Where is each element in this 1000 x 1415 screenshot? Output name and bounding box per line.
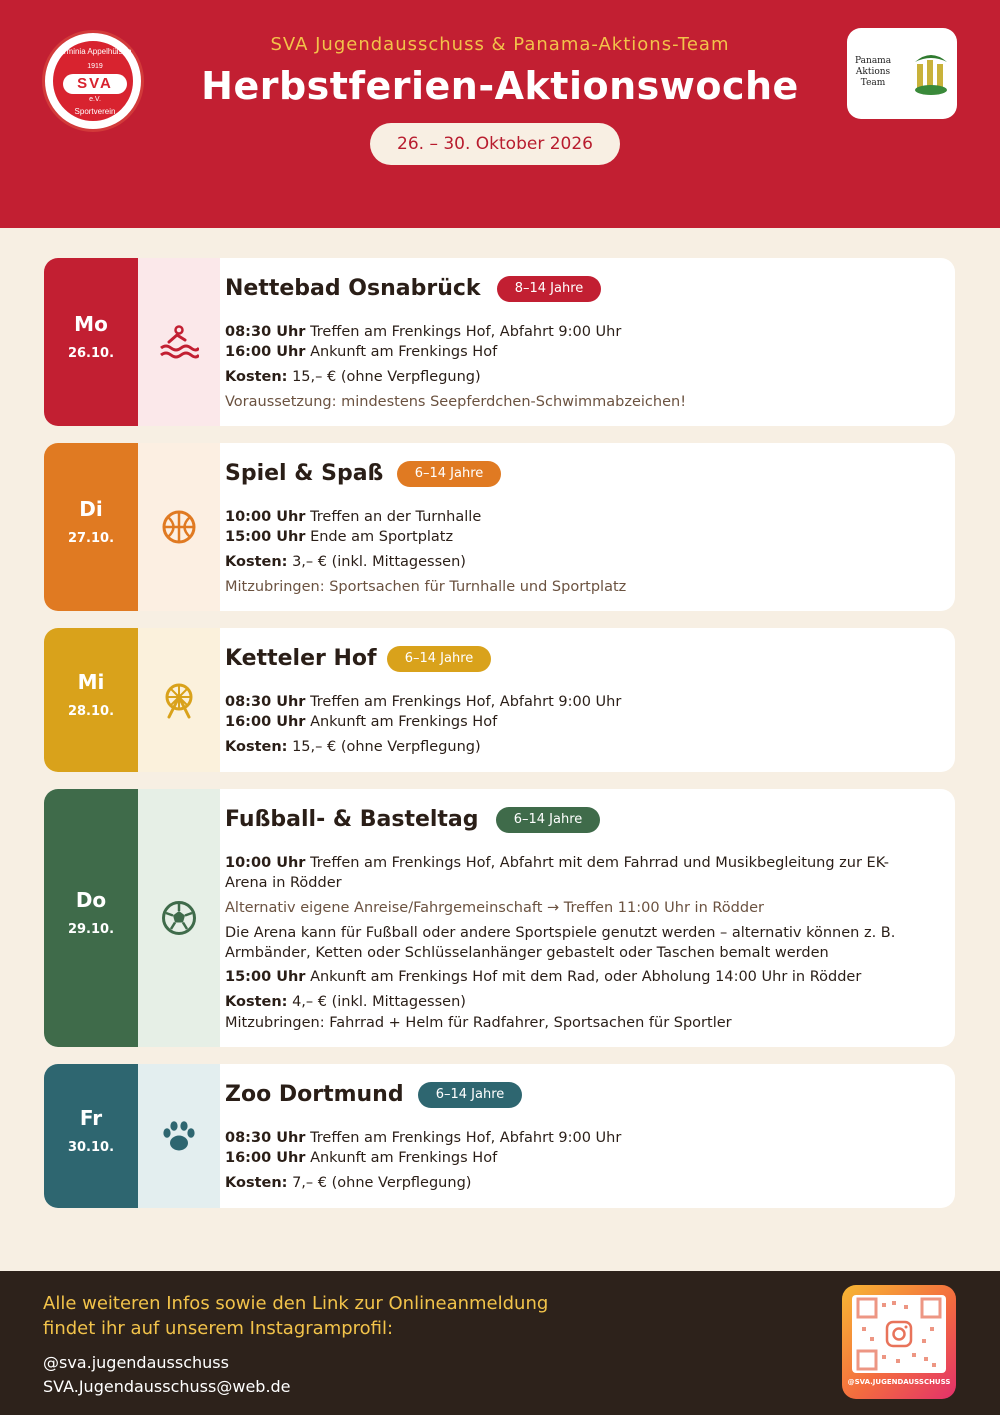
day-content xyxy=(225,443,945,611)
event-detail-line xyxy=(225,552,466,572)
logo-arc-bottom-text: Sportverein xyxy=(74,107,116,116)
instagram-qr-code[interactable] xyxy=(842,1285,956,1399)
event-detail-line xyxy=(225,342,497,362)
event-detail-line xyxy=(225,692,621,712)
day-card-di xyxy=(44,443,955,611)
event-detail-label: Kosten: xyxy=(225,554,288,570)
event-detail-line xyxy=(225,712,497,732)
event-detail-line xyxy=(225,1148,497,1168)
day-content xyxy=(225,258,945,426)
event-detail-label: Kosten: xyxy=(225,739,288,755)
event-detail-text: Ende am Sportplatz xyxy=(310,529,454,545)
event-note: Voraussetzung: mindestens Seepferdchen-Schwimmabzeichen! xyxy=(225,394,687,410)
day-date: 29.10. xyxy=(67,922,115,937)
event-detail-line xyxy=(225,527,453,547)
day-date: 28.10. xyxy=(67,704,115,719)
footer-info-line1: Alle weiteren Infos sowie den Link zur Onlineanmeldung xyxy=(43,1293,549,1314)
day-column xyxy=(44,443,138,611)
event-title: Zoo Dortmund xyxy=(225,1082,404,1107)
panama-logo-line1: Panama xyxy=(855,56,892,66)
event-detail-label: 16:00 Uhr xyxy=(225,1150,306,1166)
day-content xyxy=(225,789,945,1047)
contact-email[interactable]: SVA.Jugendausschuss@web.de xyxy=(43,1377,291,1396)
event-title: Ketteler Hof xyxy=(225,646,377,671)
day-card-fr xyxy=(44,1064,955,1208)
day-column xyxy=(44,258,138,426)
day-name: Fr xyxy=(79,1106,103,1130)
icon-column xyxy=(138,628,220,772)
event-detail-label: 08:30 Uhr xyxy=(225,324,306,340)
day-card-mi xyxy=(44,628,955,772)
age-badge: 6–14 Jahre xyxy=(496,807,600,833)
day-column xyxy=(44,1064,138,1208)
icon-column xyxy=(138,258,220,426)
event-detail-line xyxy=(225,1173,471,1193)
header xyxy=(0,0,1000,228)
day-card-do xyxy=(44,789,955,1047)
day-column xyxy=(44,628,138,772)
event-detail-label: 16:00 Uhr xyxy=(225,714,306,730)
event-detail-label: 16:00 Uhr xyxy=(225,344,306,360)
panama-logo-line2: Aktions xyxy=(855,67,891,77)
event-detail-text: 15,– € (ohne Verpflegung) xyxy=(292,739,481,755)
age-badge: 8–14 Jahre xyxy=(497,276,601,302)
event-detail-label: Kosten: xyxy=(225,994,288,1010)
event-detail-label: 15:00 Uhr xyxy=(225,969,306,985)
event-detail-text: Ankunft am Frenkings Hof xyxy=(310,714,498,730)
day-name: Do xyxy=(75,888,107,912)
event-note: Alternativ eigene Anreise/Fahrgemeinschaft → Treffen 11:00 Uhr in Rödder xyxy=(225,900,764,916)
event-detail-line xyxy=(225,322,621,342)
event-detail-line xyxy=(225,992,466,1012)
soccer-ball-icon xyxy=(159,898,199,938)
event-title: Nettebad Osnabrück xyxy=(225,276,481,301)
logo-abbr: SVA xyxy=(77,75,113,92)
icon-column xyxy=(138,443,220,611)
event-detail-text: 4,– € (inkl. Mittagessen) xyxy=(292,994,466,1010)
event-detail-label: 10:00 Uhr xyxy=(225,509,306,525)
header-subtitle: SVA Jugendausschuss & Panama-Aktions-Team xyxy=(270,34,730,55)
day-date: 27.10. xyxy=(67,531,115,546)
day-name: Di xyxy=(79,497,103,521)
event-detail-text: 3,– € (inkl. Mittagessen) xyxy=(292,554,466,570)
date-range-badge: 26. – 30. Oktober 2026 xyxy=(370,123,620,165)
event-detail-label: 08:30 Uhr xyxy=(225,694,306,710)
page-title: Herbstferien-Aktionswoche xyxy=(201,64,799,108)
day-column xyxy=(44,789,138,1047)
event-description: Mitzubringen: Fahrrad + Helm für Radfahrer, Sportsachen für Sportler xyxy=(225,1015,732,1031)
event-detail-line xyxy=(225,737,481,757)
day-content xyxy=(225,1064,945,1208)
day-name: Mo xyxy=(74,312,108,336)
event-note: Mitzubringen: Sportsachen für Turnhalle und Sportplatz xyxy=(225,579,627,595)
instagram-handle[interactable]: @sva.jugendausschuss xyxy=(43,1353,229,1372)
event-detail-label: Kosten: xyxy=(225,369,288,385)
day-name: Mi xyxy=(77,670,105,694)
ball-icon xyxy=(159,507,199,547)
event-detail-line xyxy=(225,1128,621,1148)
palm-tree-icon xyxy=(913,50,949,96)
event-title: Fußball- & Basteltag xyxy=(225,807,479,832)
age-badge: 6–14 Jahre xyxy=(418,1082,522,1108)
icon-column xyxy=(138,789,220,1047)
day-card-mo xyxy=(44,258,955,426)
event-detail-text: Treffen am Frenkings Hof, Abfahrt 9:00 Uhr xyxy=(310,324,622,340)
qr-pattern-icon xyxy=(852,1295,946,1373)
age-badge: 6–14 Jahre xyxy=(397,461,501,487)
qr-label: @SVA.JUGENDAUSSCHUSS xyxy=(847,1378,951,1386)
event-detail-text: Treffen an der Turnhalle xyxy=(310,509,482,525)
day-date: 26.10. xyxy=(67,346,115,361)
event-detail-label: Kosten: xyxy=(225,1175,288,1191)
logo-arc-top-text: Arminia Appelhülsen xyxy=(58,47,132,56)
footer-info-line2: findet ihr auf unserem Instagramprofil: xyxy=(43,1318,394,1339)
day-date: 30.10. xyxy=(67,1140,115,1155)
event-detail-text: Ankunft am Frenkings Hof xyxy=(310,344,498,360)
footer xyxy=(0,1271,1000,1415)
event-title: Spiel & Spaß xyxy=(225,461,384,486)
logo-year: 1919 xyxy=(87,63,103,70)
swimmer-icon xyxy=(159,322,199,362)
event-detail-line xyxy=(225,853,925,893)
event-detail-text: Treffen am Frenkings Hof, Abfahrt mit dem Fahrrad und Musikbegleitung zur EK-Arena in Rödder xyxy=(225,855,889,891)
day-content xyxy=(225,628,945,772)
event-detail-label: 10:00 Uhr xyxy=(225,855,306,871)
paw-icon xyxy=(159,1116,199,1156)
panama-logo-line3: Team xyxy=(860,78,886,88)
event-detail-line xyxy=(225,507,481,527)
logo-ev: e.V. xyxy=(89,96,101,103)
event-detail-label: 08:30 Uhr xyxy=(225,1130,306,1146)
event-detail-text: Treffen am Frenkings Hof, Abfahrt 9:00 Uhr xyxy=(310,1130,622,1146)
event-detail-label: 15:00 Uhr xyxy=(225,529,306,545)
panama-logo xyxy=(847,28,957,119)
event-detail-line xyxy=(225,367,481,387)
event-detail-line xyxy=(225,967,861,987)
event-detail-text: 7,– € (ohne Verpflegung) xyxy=(292,1175,472,1191)
event-detail-text: Ankunft am Frenkings Hof mit dem Rad, oder Abholung 14:00 Uhr in Rödder xyxy=(310,969,862,985)
event-description: Die Arena kann für Fußball oder andere Sportspiele genutzt werden – alternativ können z. B. Armbänder, Ketten oder Schlüsselanhänger gebastelt oder Taschen bemalt werden xyxy=(225,925,896,961)
ferris-wheel-icon xyxy=(159,680,199,720)
icon-column xyxy=(138,1064,220,1208)
event-detail-text: Treffen am Frenkings Hof, Abfahrt 9:00 Uhr xyxy=(310,694,622,710)
age-badge: 6–14 Jahre xyxy=(387,646,491,672)
event-detail-text: Ankunft am Frenkings Hof xyxy=(310,1150,498,1166)
event-detail-text: 15,– € (ohne Verpflegung) xyxy=(292,369,481,385)
footer-info xyxy=(43,1291,643,1341)
